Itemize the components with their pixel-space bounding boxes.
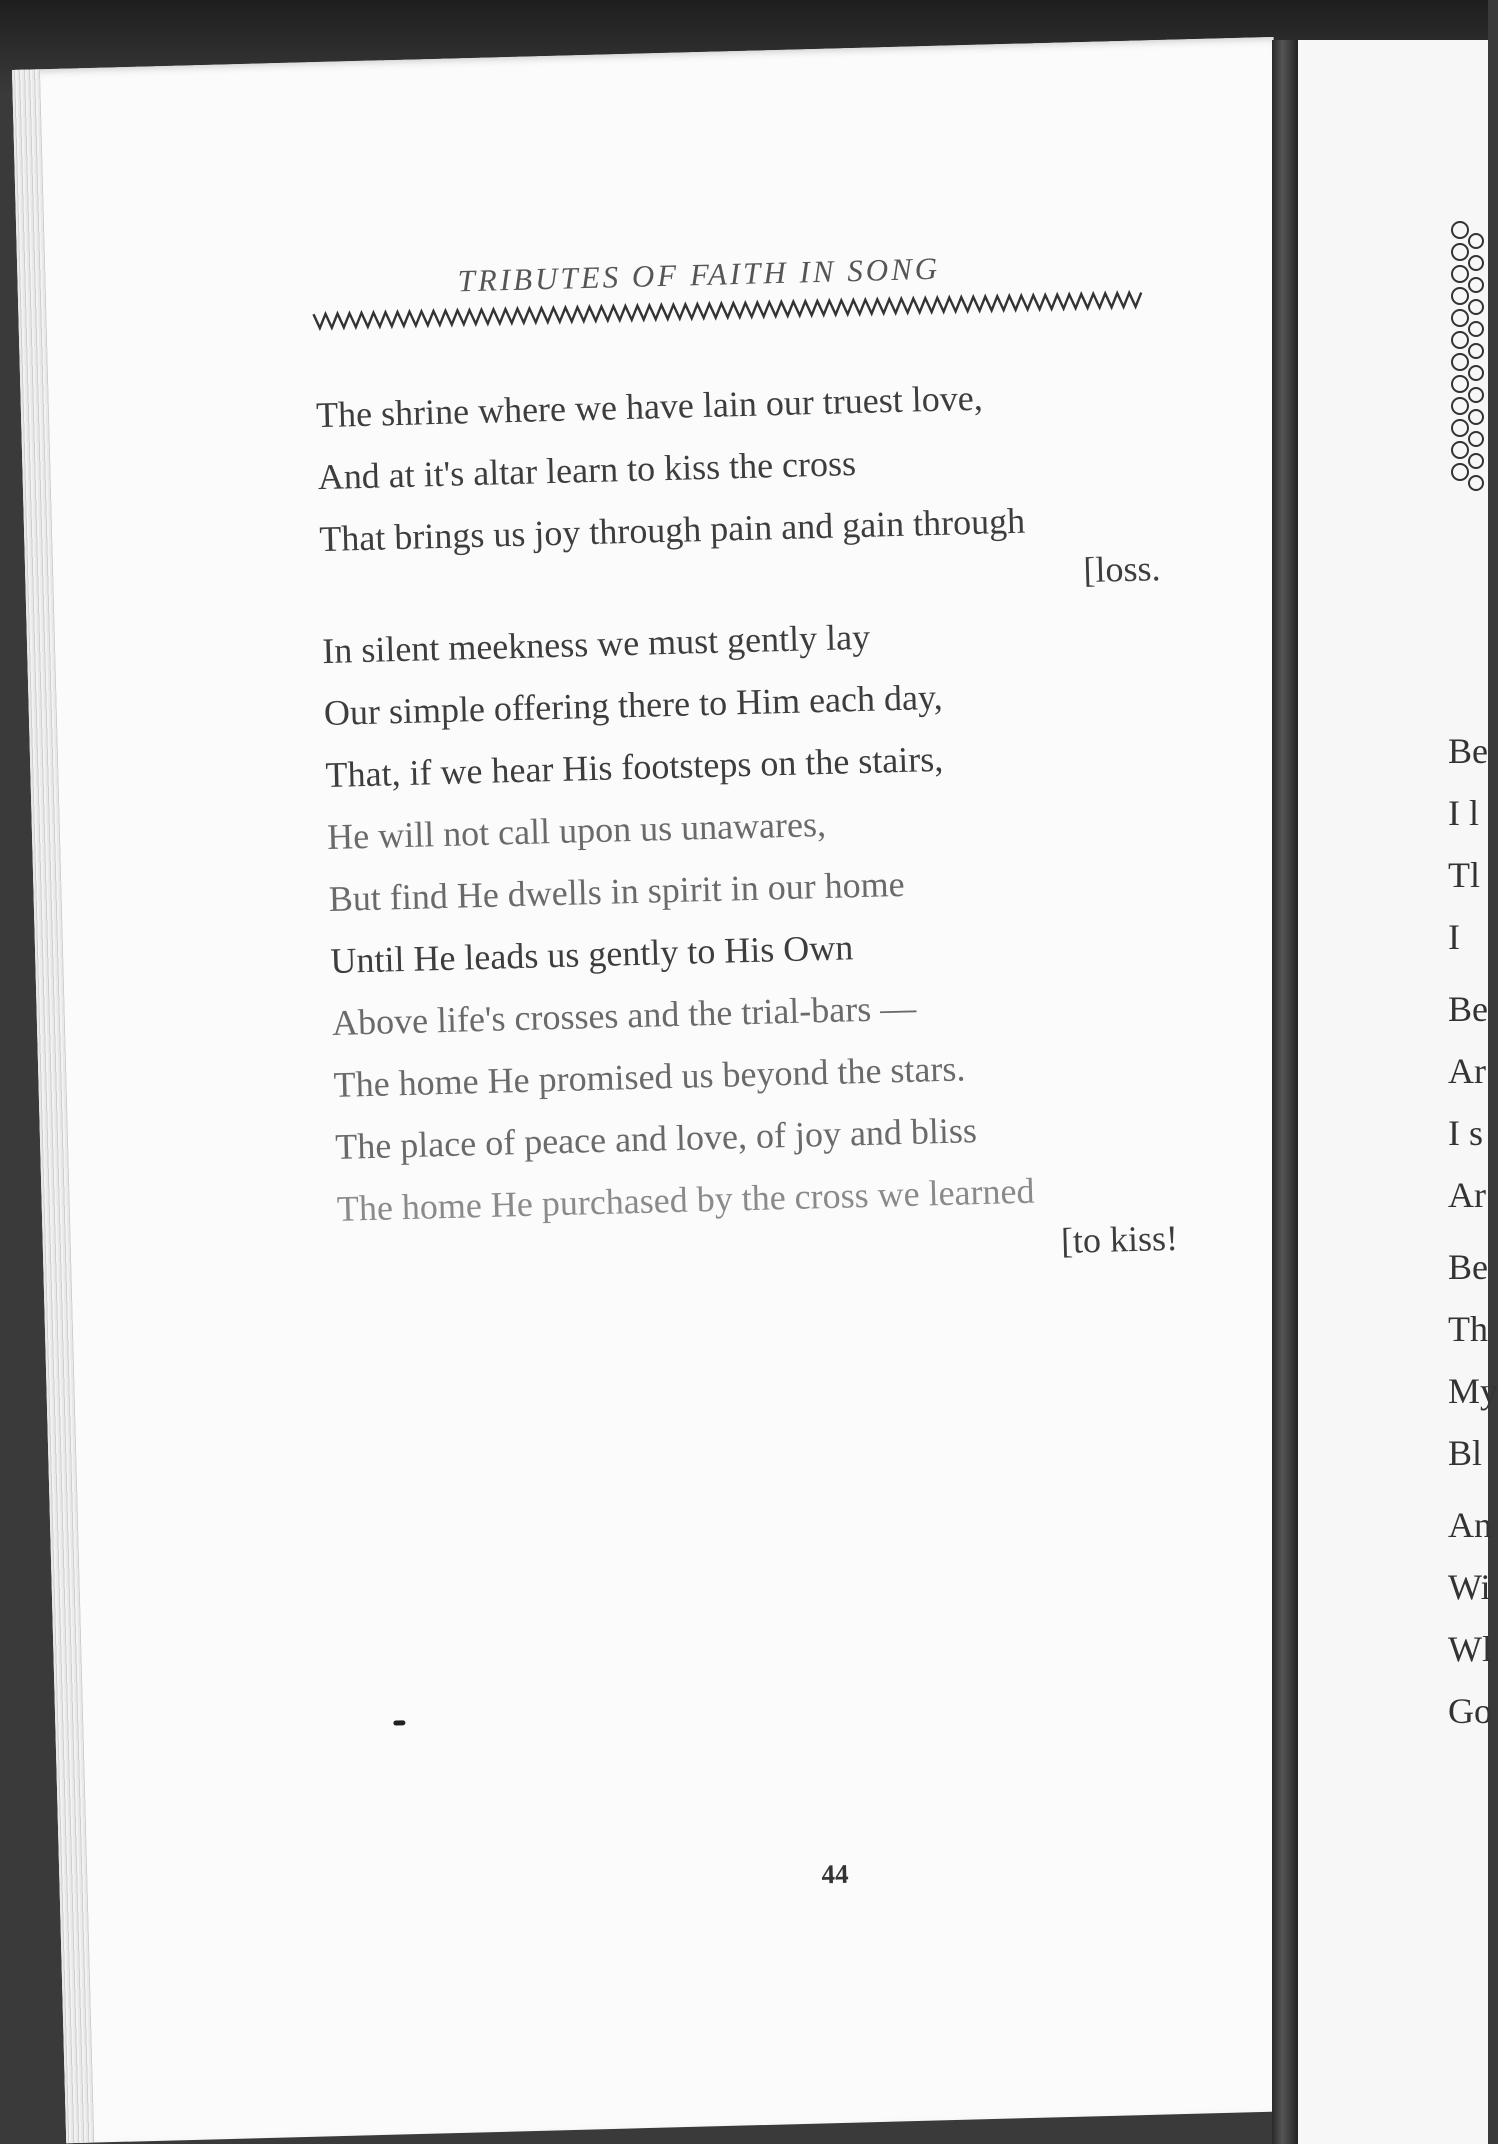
right-page [1298, 40, 1498, 2144]
left-page [12, 37, 1328, 2143]
right-line-fragment: Ar [1448, 1051, 1486, 1091]
poem-line: The place of peace and love, of joy and bliss [334, 1110, 978, 1167]
turnover-line: [to kiss! [1060, 1217, 1179, 1261]
right-line-fragment: Be [1448, 731, 1488, 771]
ornament-border-icon [1446, 220, 1488, 490]
right-line-fragment: My [1448, 1371, 1498, 1411]
book-gutter [1272, 40, 1298, 2144]
poem-line: And at it's altar learn to kiss the cross [317, 443, 857, 498]
right-line-fragment: Tl [1448, 855, 1480, 895]
right-line-fragment: I l [1448, 793, 1479, 833]
right-line-fragment: An [1448, 1505, 1492, 1545]
poem-line: In silent meekness we must gently lay [321, 616, 871, 672]
right-line-fragment: Be [1448, 989, 1488, 1029]
ink-speck [393, 1720, 405, 1725]
poem-line: The shrine where we have lain our truest love, [315, 377, 984, 436]
turnover-line: [loss. [1082, 548, 1161, 591]
right-line-fragment: Th [1448, 1309, 1488, 1349]
zigzag-rule [313, 288, 1143, 332]
poem-line: But find He dwells in spirit in our home [328, 863, 906, 919]
poem-line: He will not call upon us unawares, [326, 803, 827, 858]
page-number: 44 [821, 1858, 849, 1890]
poem-line: Our simple offering there to Him each day, [323, 676, 944, 734]
right-line-fragment: Wl [1448, 1629, 1492, 1669]
right-line-fragment: Be [1448, 1247, 1488, 1287]
right-line-fragment: Ar [1448, 1175, 1486, 1215]
poem-body [315, 361, 1218, 1290]
poem-line: Until He leads us gently to His Own [329, 927, 854, 981]
poem-line: That, if we hear His footsteps on the stairs, [325, 738, 944, 796]
running-head: TRIBUTES OF FAITH IN SONG [457, 250, 941, 299]
poem-line: That brings us joy through pain and gain through [318, 500, 1026, 560]
right-line-fragment: Wi [1448, 1567, 1491, 1607]
poem-line: The home He purchased by the cross we learned [336, 1170, 1035, 1229]
poem-line: Above life's crosses and the trial-bars — [331, 987, 917, 1043]
right-line-fragment: Bl [1448, 1433, 1483, 1473]
right-line-fragment: Go [1448, 1691, 1492, 1731]
right-line-fragment: I s [1448, 1113, 1483, 1153]
poem-line: The home He promised us beyond the stars. [333, 1048, 966, 1105]
page-edges [12, 69, 94, 2143]
right-line-fragment: I [1448, 917, 1460, 957]
